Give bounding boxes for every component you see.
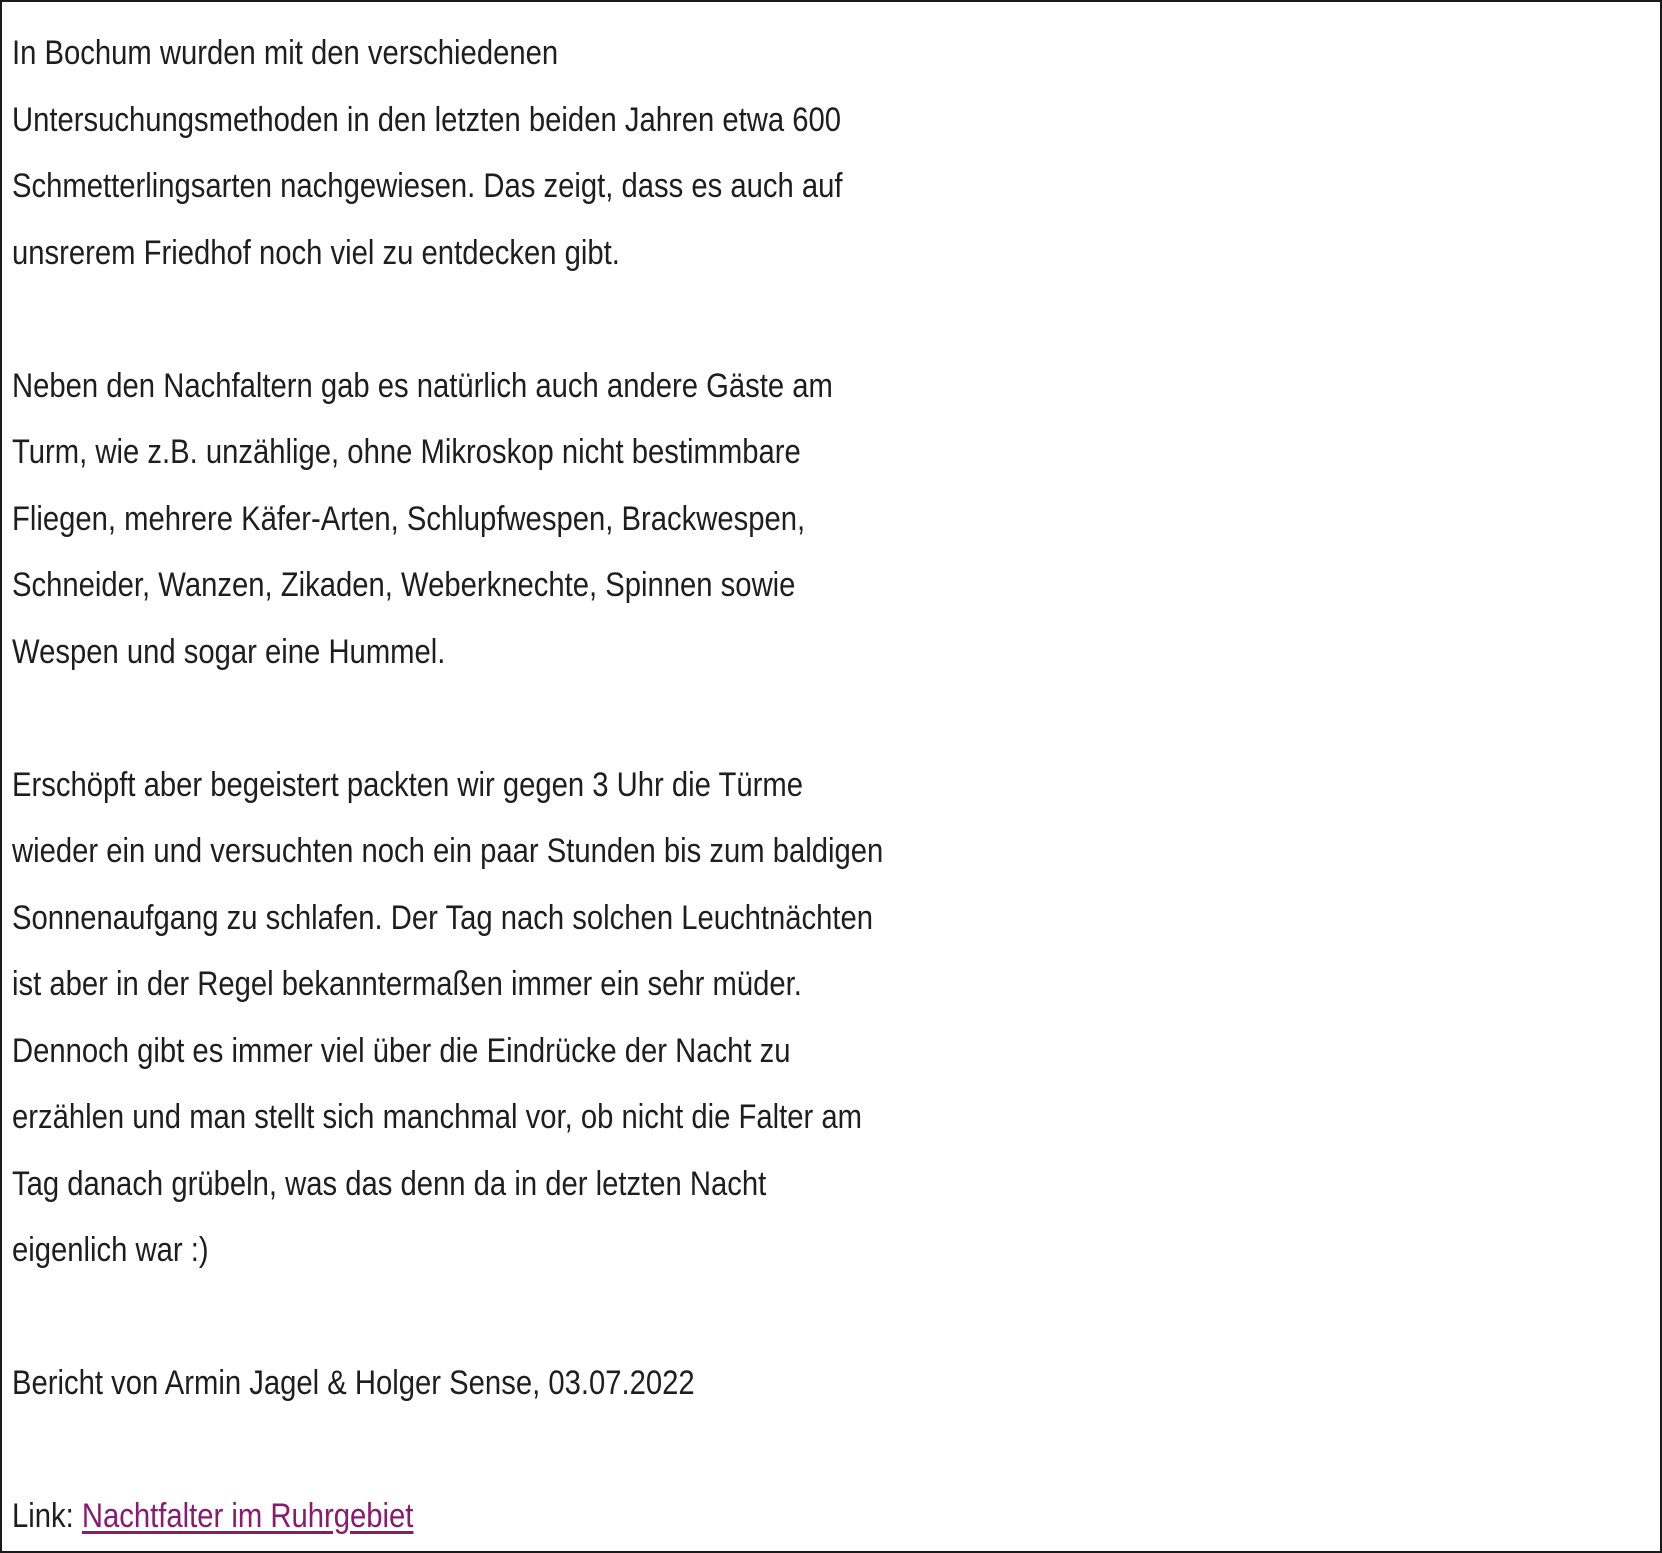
text-line: Erschöpft aber begeistert packten wir gegen 3 Uhr die Türme (12, 765, 803, 804)
text-line: ist aber in der Regel bekanntermaßen immer ein sehr müder. (12, 965, 802, 1003)
paragraph-species-count (12, 20, 1044, 286)
byline-text: Bericht von Armin Jagel & Holger Sense, 03.07.2022 (12, 1364, 695, 1402)
text-line: Tag danach grübeln, was das denn da in der letzten Nacht (12, 1164, 767, 1203)
text-line: Untersuchungsmethoden in den letzten beiden Jahren etwa 600 (12, 100, 842, 139)
text-line: unsrerem Friedhof noch viel zu entdecken gibt. (12, 233, 620, 272)
text-line: Wespen und sogar eine Hummel. (12, 632, 446, 671)
text-line: Sonnenaufgang zu schlafen. Der Tag nach solchen Leuchtnächten (12, 898, 874, 937)
text-line: Turm, wie z.B. unzählige, ohne Mikroskop nicht bestimmbare (12, 433, 801, 471)
link-prefix: Link: (12, 1497, 82, 1535)
text-line: Neben den Nachfaltern gab es natürlich auch andere Gäste am (12, 366, 833, 405)
paragraph-packing-up (12, 752, 1044, 1284)
text-line: erzählen und man stellt sich manchmal vor, ob nicht die Falter am (12, 1098, 862, 1136)
text-line: Dennoch gibt es immer viel über die Eindrücke der Nacht zu (12, 1031, 791, 1070)
article-body (12, 20, 1044, 1550)
text-line: Schmetterlingsarten nachgewiesen. Das zeigt, dass es auch auf (12, 167, 843, 205)
link-line (12, 1483, 1044, 1550)
text-line: eigenlich war :) (12, 1231, 209, 1269)
text-line: In Bochum wurden mit den verschiedenen (12, 34, 559, 72)
report-byline (12, 1350, 1044, 1417)
text-line: wieder ein und versuchten noch ein paar Stunden bis zum baldigen (12, 832, 884, 870)
paragraph-other-guests (12, 353, 1044, 686)
nachtfalter-link[interactable]: Nachtfalter im Ruhrgebiet (81, 1497, 414, 1535)
text-line: Schneider, Wanzen, Zikaden, Weberknechte, Spinnen sowie (12, 566, 796, 604)
text-line: Fliegen, mehrere Käfer-Arten, Schlupfwespen, Brackwespen, (12, 499, 806, 538)
